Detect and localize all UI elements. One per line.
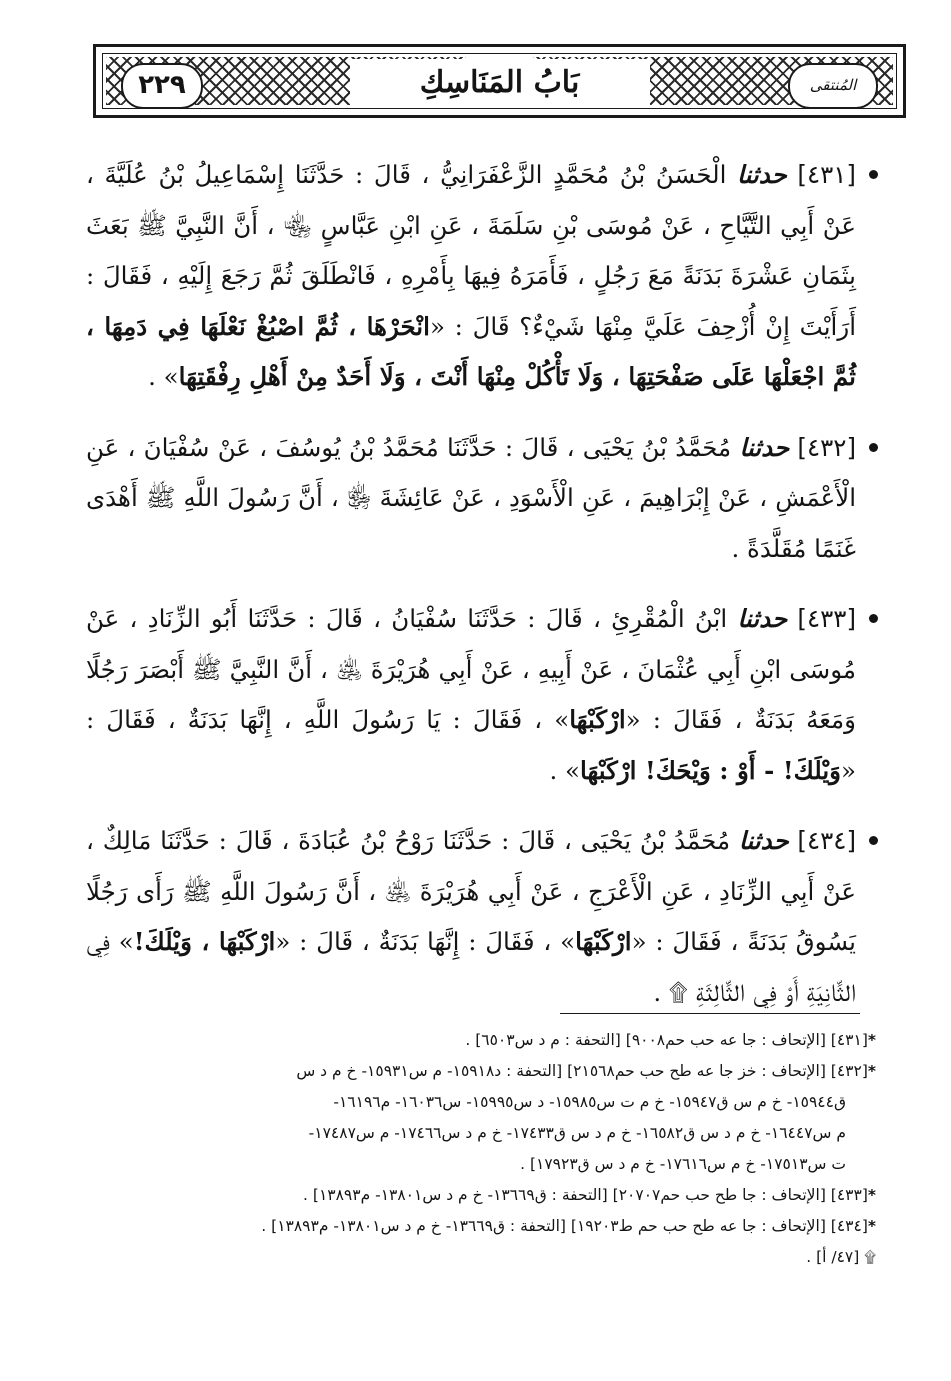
hadith-matn-second: ارْكَبْهَا ، وَيْلَكَ!: [133, 927, 276, 956]
hadith-number: [٤٣١]: [797, 160, 856, 189]
hadith-text-continued: » ، فَقَالَ : يَا رَسُولَ اللَّهِ ، إِنَّهَا بَدَنَةٌ ، فَقَالَ : «: [86, 705, 856, 785]
book-logo: المُنتقى: [788, 63, 878, 109]
hadith-text: ابْنُ الْمُقْرِئِ ، قَالَ : حَدَّثَنَا سُفْيَانُ ، قَالَ : حَدَّثَنَا أَبُو الزِّنَادِ ، عَنْ مُوسَى ابْنِ أَبِي عُثْمَانَ ، عَنْ أَبِيهِ ، عَنْ أَبِي هُرَيْرَةَ ﵁ ، أَنَّ النَّبِيَّ ﷺ أَبْصَرَ رَجُلًا وَمَعَهُ بَدَنَةٌ ، فَقَالَ : «: [86, 604, 856, 734]
hadith-matn-second: وَيْلَكَ! - أَوْ : وَيْحَكَ! ارْكَبْهَا: [580, 755, 841, 785]
hadith-number: [٤٣٤]: [797, 826, 856, 855]
hadith-matn: ارْكَبْهَا: [569, 705, 626, 734]
hadith-tail: » فِي الثَّانِيَةِ أَوْ فِي الثَّالِثَةِ ۩ .: [86, 927, 856, 1007]
hadith-tail: » .: [549, 755, 581, 785]
asterisk-icon: *: [867, 1062, 876, 1080]
hadith-number: [٤٣٢]: [797, 432, 857, 462]
hadith-434: [86, 816, 868, 1018]
hadith-432: [86, 423, 868, 575]
hadith-matn: ارْكَبْهَا: [575, 927, 632, 956]
footnote-divider: [560, 1013, 860, 1014]
page-number: ٢٢٩: [121, 63, 203, 109]
hadith-text-continued: » ، فَقَالَ : إِنَّهَا بَدَنَةٌ ، قَالَ : «: [275, 927, 576, 956]
footnote-432-continued: ت س١٧٥١٣- خ م س١٧٦١٦- خ م د س ق١٧٩٢٣] .: [520, 1155, 846, 1173]
hadith-opener: حدثنا: [738, 826, 789, 855]
asterisk-icon: *: [867, 1217, 876, 1235]
asterisk-icon: *: [867, 1186, 876, 1204]
bullet-icon: [869, 443, 878, 452]
bullet-icon: [869, 614, 878, 623]
footnote-432-continued: ق١٥٩٤٤- خ م س ق١٥٩٤٧- خ م ت س١٥٩٨٥- د س١٥٩٩٥- س١٦٠٣٦- م١٦١٩٦-: [333, 1093, 846, 1111]
main-text: [86, 150, 868, 1038]
footnote-434: [86, 1211, 876, 1242]
footnote-line: [٤٣١] [الإتحاف : جا عه حب حم٩٠٠٨] [التحفة : م د س٦٥٠٣] .: [465, 1031, 868, 1049]
hadith-opener: حدثنا: [739, 432, 790, 462]
hadith-number: [٤٣٣]: [797, 604, 857, 633]
hadith-text: الْحَسَنُ بْنُ مُحَمَّدٍ الزَّعْفَرَانِيُّ ، قَالَ : حَدَّثَنَا إِسْمَاعِيلُ بْنُ عُلَيَّةَ ، عَنْ أَبِي التَّيَّاحِ ، عَنْ مُوسَى بْنِ سَلَمَةَ ، عَنِ ابْنِ عَبَّاسٍ ﵄ ، أَنَّ النَّبِيَّ ﷺ بَعَثَ بِثَمَانِ عَشْرَةَ بَدَنَةً مَعَ رَجُلٍ ، فَأَمَرَهُ فِيهَا بِأَمْرِهِ ، فَانْطَلَقَ ثُمَّ رَجَعَ إِلَيْهِ ، فَقَالَ : أَرَأَيْتَ إِنْ أُزْحِفَ عَلَيَّ مِنْهَا شَيْءٌ؟ قَالَ : «: [86, 160, 857, 341]
asterisk-icon: *: [867, 1031, 876, 1049]
hadith-text: مُحَمَّدُ بْنُ يَحْيَى ، قَالَ : حَدَّثَنَا رَوْحُ بْنُ عُبَادَةَ ، قَالَ : حَدَّثَنَا مَالِكٌ ، عَنْ أَبِي الزِّنَادِ ، عَنِ الْأَعْرَجِ ، عَنْ أَبِي هُرَيْرَةَ ﵁ ، أَنَّ رَسُولَ اللَّهِ ﷺ رَأَى رَجُلًا يَسُوقُ بَدَنَةً ، فَقَالَ : «: [86, 826, 856, 956]
page-header: [93, 44, 906, 118]
hadith-433: [86, 594, 868, 796]
footnote-line: [٤٣٤] [الإتحاف : جا عه طح حب حم ط١٩٢٠٣] [التحفة : ق١٣٦٦٩- خ م د س١٣٨٠١- م١٣٨٩٣] .: [261, 1217, 868, 1235]
header-frame: [102, 53, 897, 109]
hadith-opener: حدثنا: [737, 604, 788, 633]
chapter-title: بَابُ المَنَاسِكِ: [350, 59, 650, 107]
bullet-icon: [869, 836, 878, 845]
footnote-432-continued: م س١٦٤٤٧- خ م د س ق١٦٥٨٢- خ م د س ق١٧٤٣٣- خ م د س١٧٤٦٦- م س١٧٤٨٧-: [308, 1124, 846, 1142]
hadith-tail: » .: [148, 362, 179, 391]
footnote-431: [86, 1025, 876, 1056]
footnote-432: [86, 1056, 876, 1087]
folio-note: ۩ [٤٧/ أ] .: [806, 1248, 876, 1266]
footnote-line: [٤٣٢] [الإتحاف : خز جا عه طح حب حم٢١٥٦٨] [التحفة : د١٥٩١٨- م س١٥٩٣١- خ م د س: [296, 1062, 868, 1080]
hadith-matn: انْحَرْهَا ، ثُمَّ اصْبُغْ نَعْلَهَا فِي دَمِهَا ، ثُمَّ اجْعَلْهَا عَلَى صَفْحَتِهَا ، وَلَا تَأْكُلْ مِنْهَا أَنْتَ ، وَلَا أَحَدٌ مِنْ أَهْلِ رِفْقَتِهَا: [86, 311, 856, 391]
footnotes: [86, 1025, 876, 1273]
hadith-431: [86, 150, 868, 403]
hadith-text: مُحَمَّدُ بْنُ يَحْيَى ، قَالَ : حَدَّثَنَا مُحَمَّدُ بْنُ يُوسُفَ ، عَنْ سُفْيَانَ ، عَنِ الْأَعْمَشِ ، عَنْ إِبْرَاهِيمَ ، عَنِ الْأَسْوَدِ ، عَنْ عَائِشَةَ ﵂ ، أَنَّ رَسُولَ اللَّهِ ﷺ أَهْدَى غَنَمًا مُقَلَّدَةً .: [86, 432, 856, 563]
footnote-433: [86, 1180, 876, 1211]
bullet-icon: [869, 170, 878, 179]
footnote-line: [٤٣٣] [الإتحاف : جا طح حب حم٢٠٧٠٧] [التحفة : ق١٣٦٦٩- خ م د س١٣٨٠١- م١٣٨٩٣] .: [303, 1186, 868, 1204]
hadith-opener: حدثنا: [737, 160, 787, 189]
